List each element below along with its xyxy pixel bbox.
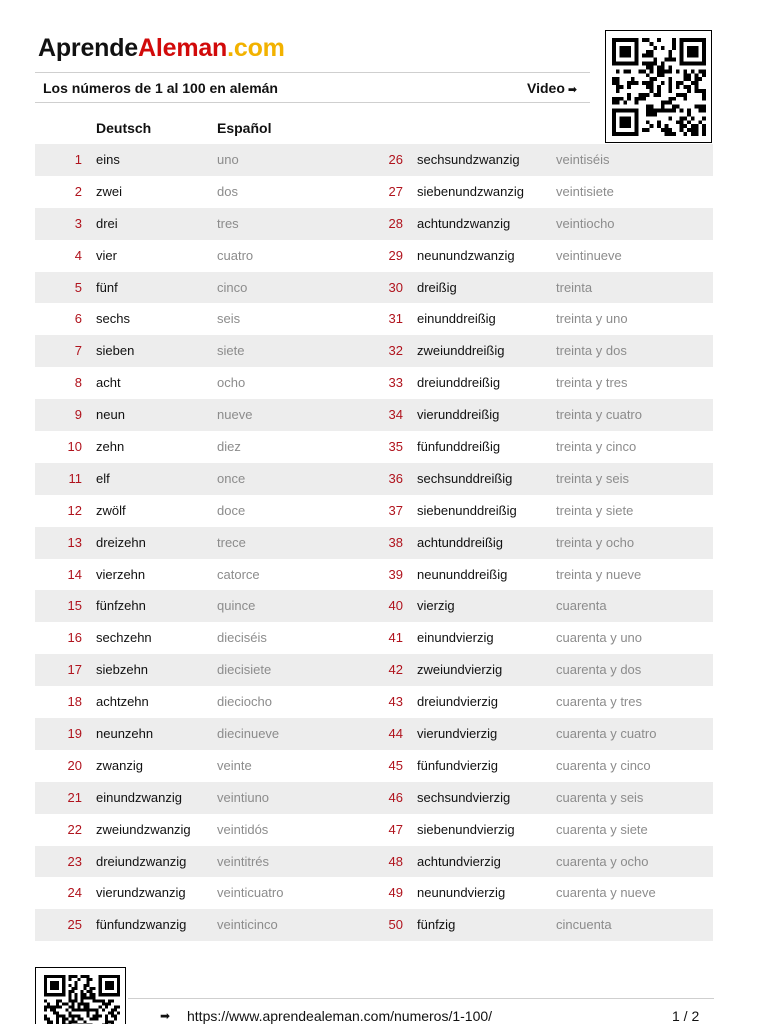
table-row <box>35 909 713 941</box>
table-row <box>35 303 713 335</box>
spanish-word: treinta y dos <box>556 343 627 359</box>
spanish-word: trece <box>217 534 246 550</box>
german-word: siebenundvierzig <box>417 821 515 837</box>
german-word: siebzehn <box>96 662 149 678</box>
row-number: 32 <box>388 343 403 359</box>
numbers-table <box>35 144 713 941</box>
row-number: 38 <box>388 534 403 550</box>
german-word: fünfzig <box>417 917 456 933</box>
row-number: 21 <box>67 789 82 805</box>
german-word: vierzig <box>417 598 455 614</box>
row-number: 39 <box>388 566 403 582</box>
spanish-word: uno <box>217 152 239 167</box>
row-number: 7 <box>74 343 82 359</box>
german-word: elf <box>96 470 110 486</box>
column-header-espanol: Español <box>217 120 272 136</box>
spanish-word: treinta <box>556 279 593 295</box>
german-word: acht <box>96 375 121 391</box>
german-word: vierunddreißig <box>417 407 500 423</box>
table-row <box>35 176 713 208</box>
spanish-word: siete <box>217 343 245 359</box>
german-word: neununddreißig <box>417 566 508 582</box>
spanish-word: treinta y siete <box>556 502 634 518</box>
german-word: neun <box>96 407 125 423</box>
german-word: dreizehn <box>96 534 146 550</box>
spanish-word: cuarenta y cuatro <box>556 726 657 742</box>
row-number: 25 <box>67 917 82 933</box>
row-number: 9 <box>74 407 82 423</box>
german-word: zwölf <box>96 502 126 518</box>
row-number: 15 <box>67 598 82 614</box>
header-divider-top <box>35 72 590 73</box>
german-word: neunzehn <box>96 726 154 742</box>
table-row <box>35 782 713 814</box>
spanish-word: treinta y seis <box>556 470 629 486</box>
german-word: zweiunddreißig <box>417 343 505 359</box>
table-row <box>35 750 713 782</box>
spanish-word: veintiocho <box>556 215 615 231</box>
row-number: 2 <box>74 183 82 199</box>
german-word: zweiundzwanzig <box>96 821 191 837</box>
logo-part-aleman: Aleman <box>138 34 228 62</box>
logo-part-com: .com <box>227 34 285 62</box>
spanish-word: tres <box>217 215 239 231</box>
row-number: 6 <box>74 311 82 327</box>
spanish-word: dieciséis <box>217 630 267 646</box>
row-number: 11 <box>68 470 82 486</box>
german-word: eins <box>96 152 120 167</box>
spanish-word: veinticuatro <box>217 885 284 901</box>
spanish-word: treinta y ocho <box>556 534 635 550</box>
german-word: dreißig <box>417 279 457 295</box>
row-number: 42 <box>388 662 403 678</box>
german-word: zwei <box>96 183 123 199</box>
row-number: 4 <box>74 247 82 263</box>
row-number: 30 <box>388 279 403 295</box>
german-word: zehn <box>96 439 125 455</box>
row-number: 41 <box>388 630 403 646</box>
row-number: 36 <box>388 470 403 486</box>
row-number: 44 <box>388 726 403 742</box>
spanish-word: treinta y uno <box>556 311 628 327</box>
german-word: fünfundzwanzig <box>96 917 187 933</box>
row-number: 37 <box>388 502 403 518</box>
table-row <box>35 208 713 240</box>
table-row <box>35 622 713 654</box>
german-word: siebenundzwanzig <box>417 183 524 199</box>
spanish-word: cuarenta y tres <box>556 694 642 710</box>
german-word: fünf <box>96 279 118 295</box>
spanish-word: treinta y cuatro <box>556 407 642 423</box>
german-word: vierundzwanzig <box>96 885 186 901</box>
spanish-word: veinticinco <box>217 917 278 933</box>
video-link[interactable] <box>527 80 577 96</box>
row-number: 48 <box>388 853 403 869</box>
spanish-word: veintidós <box>217 821 269 837</box>
row-number: 10 <box>67 439 82 455</box>
german-word: neunundvierzig <box>417 885 506 901</box>
row-number: 17 <box>67 662 82 678</box>
spanish-word: veintiséis <box>556 152 610 167</box>
spanish-word: nueve <box>217 407 253 423</box>
spanish-word: dos <box>217 183 238 199</box>
german-word: vier <box>96 247 117 263</box>
site-logo <box>38 34 285 63</box>
spanish-word: cuarenta <box>556 598 607 614</box>
row-number: 1 <box>74 152 82 167</box>
row-number: 26 <box>388 152 403 167</box>
column-header-deutsch: Deutsch <box>96 120 152 136</box>
row-number: 14 <box>67 566 82 582</box>
spanish-word: seis <box>217 311 241 327</box>
row-number: 16 <box>67 630 82 646</box>
row-number: 33 <box>388 375 403 391</box>
german-word: vierzehn <box>96 566 146 582</box>
german-word: einunddreißig <box>417 311 496 327</box>
row-number: 5 <box>74 279 82 295</box>
spanish-word: veinte <box>217 757 252 773</box>
table-row <box>35 495 713 527</box>
spanish-word: veintinueve <box>556 247 622 263</box>
row-number: 40 <box>388 598 403 614</box>
german-word: achtunddreißig <box>417 534 503 550</box>
spanish-word: ocho <box>217 375 246 391</box>
table-row <box>35 272 713 304</box>
row-number: 20 <box>67 757 82 773</box>
right-arrow-icon: ➡ <box>567 84 578 96</box>
spanish-word: treinta y nueve <box>556 566 642 582</box>
qr-code-icon[interactable] <box>605 30 712 143</box>
footer-divider <box>128 998 714 999</box>
spanish-word: cuarenta y uno <box>556 630 643 646</box>
german-word: einundzwanzig <box>96 789 183 805</box>
table-row <box>35 463 713 495</box>
german-word: dreiunddreißig <box>417 375 501 391</box>
german-word: vierundvierzig <box>417 726 498 742</box>
row-number: 46 <box>388 789 403 805</box>
table-row <box>35 399 713 431</box>
table-row <box>35 654 713 686</box>
spanish-word: diecisiete <box>217 662 272 678</box>
spanish-word: quince <box>217 598 256 614</box>
row-number: 3 <box>74 215 82 231</box>
page-subtitle: Los números de 1 al 100 en alemán <box>43 80 278 96</box>
row-number: 23 <box>67 853 82 869</box>
spanish-word: cuarenta y siete <box>556 821 648 837</box>
row-number: 24 <box>67 885 82 901</box>
table-row <box>35 846 713 878</box>
row-number: 47 <box>388 821 403 837</box>
german-word: drei <box>96 215 118 231</box>
row-number: 35 <box>388 439 403 455</box>
row-number: 45 <box>388 757 403 773</box>
german-word: fünfundvierzig <box>417 757 498 773</box>
german-word: siebenunddreißig <box>417 502 517 518</box>
row-number: 34 <box>388 407 403 423</box>
spanish-word: cuarenta y cinco <box>556 757 651 773</box>
spanish-word: veintisiete <box>556 183 614 199</box>
page-number: 1 / 2 <box>672 1008 700 1024</box>
table-row <box>35 590 713 622</box>
row-number: 29 <box>388 247 403 263</box>
table-row <box>35 335 713 367</box>
spanish-word: cuarenta y ocho <box>556 853 649 869</box>
table-row <box>35 240 713 272</box>
row-number: 12 <box>67 502 82 518</box>
table-row <box>35 431 713 463</box>
row-number: 49 <box>388 885 403 901</box>
header-divider-bottom <box>35 102 590 103</box>
german-word: sechsundzwanzig <box>417 152 520 167</box>
german-word: sechsunddreißig <box>417 470 513 486</box>
row-number: 19 <box>67 726 82 742</box>
spanish-word: cuatro <box>217 247 254 263</box>
row-number: 8 <box>74 375 82 391</box>
german-word: dreiundzwanzig <box>96 853 187 869</box>
spanish-word: cuarenta y nueve <box>556 885 656 901</box>
german-word: sechzehn <box>96 630 152 646</box>
spanish-word: treinta y cinco <box>556 439 637 455</box>
qr-code-icon[interactable] <box>35 967 126 1024</box>
german-word: zwanzig <box>96 757 143 773</box>
row-number: 18 <box>67 694 82 710</box>
german-word: zweiundvierzig <box>417 662 503 678</box>
german-word: fünfunddreißig <box>417 439 501 455</box>
table-row <box>35 367 713 399</box>
row-number: 43 <box>388 694 403 710</box>
footer-url-link[interactable]: https://www.aprendealeman.com/numeros/1-100/ <box>187 1008 493 1024</box>
spanish-word: catorce <box>217 566 260 582</box>
german-word: achtundvierzig <box>417 853 501 869</box>
spanish-word: veintitrés <box>217 853 270 869</box>
spanish-word: veintiuno <box>217 789 270 805</box>
spanish-word: doce <box>217 502 246 518</box>
row-number: 31 <box>388 311 403 327</box>
german-word: einundvierzig <box>417 630 494 646</box>
table-row <box>35 718 713 750</box>
german-word: sieben <box>96 343 135 359</box>
spanish-word: once <box>217 470 246 486</box>
table-row <box>35 877 713 909</box>
row-number: 27 <box>388 183 403 199</box>
table-row <box>35 144 713 176</box>
row-number: 28 <box>388 215 403 231</box>
spanish-word: cuarenta y dos <box>556 662 642 678</box>
german-word: fünfzehn <box>96 598 146 614</box>
german-word: sechs <box>96 311 130 327</box>
video-label: Video <box>527 80 565 96</box>
german-word: achtzehn <box>96 694 149 710</box>
table-row <box>35 686 713 718</box>
spanish-word: dieciocho <box>217 694 272 710</box>
row-number: 13 <box>67 534 82 550</box>
table-row <box>35 559 713 591</box>
spanish-word: cuarenta y seis <box>556 789 644 805</box>
german-word: neunundzwanzig <box>417 247 515 263</box>
spanish-word: cincuenta <box>556 917 612 933</box>
spanish-word: cinco <box>217 279 248 295</box>
german-word: dreiundvierzig <box>417 694 498 710</box>
logo-part-aprende: Aprende <box>38 34 139 62</box>
spanish-word: treinta y tres <box>556 375 628 391</box>
row-number: 50 <box>388 917 403 933</box>
right-arrow-icon: ➡ <box>160 1009 171 1023</box>
table-row <box>35 814 713 846</box>
table-row <box>35 527 713 559</box>
spanish-word: diez <box>217 439 241 455</box>
german-word: sechsundvierzig <box>417 789 511 805</box>
spanish-word: diecinueve <box>217 726 280 742</box>
german-word: achtundzwanzig <box>417 215 511 231</box>
row-number: 22 <box>67 821 82 837</box>
